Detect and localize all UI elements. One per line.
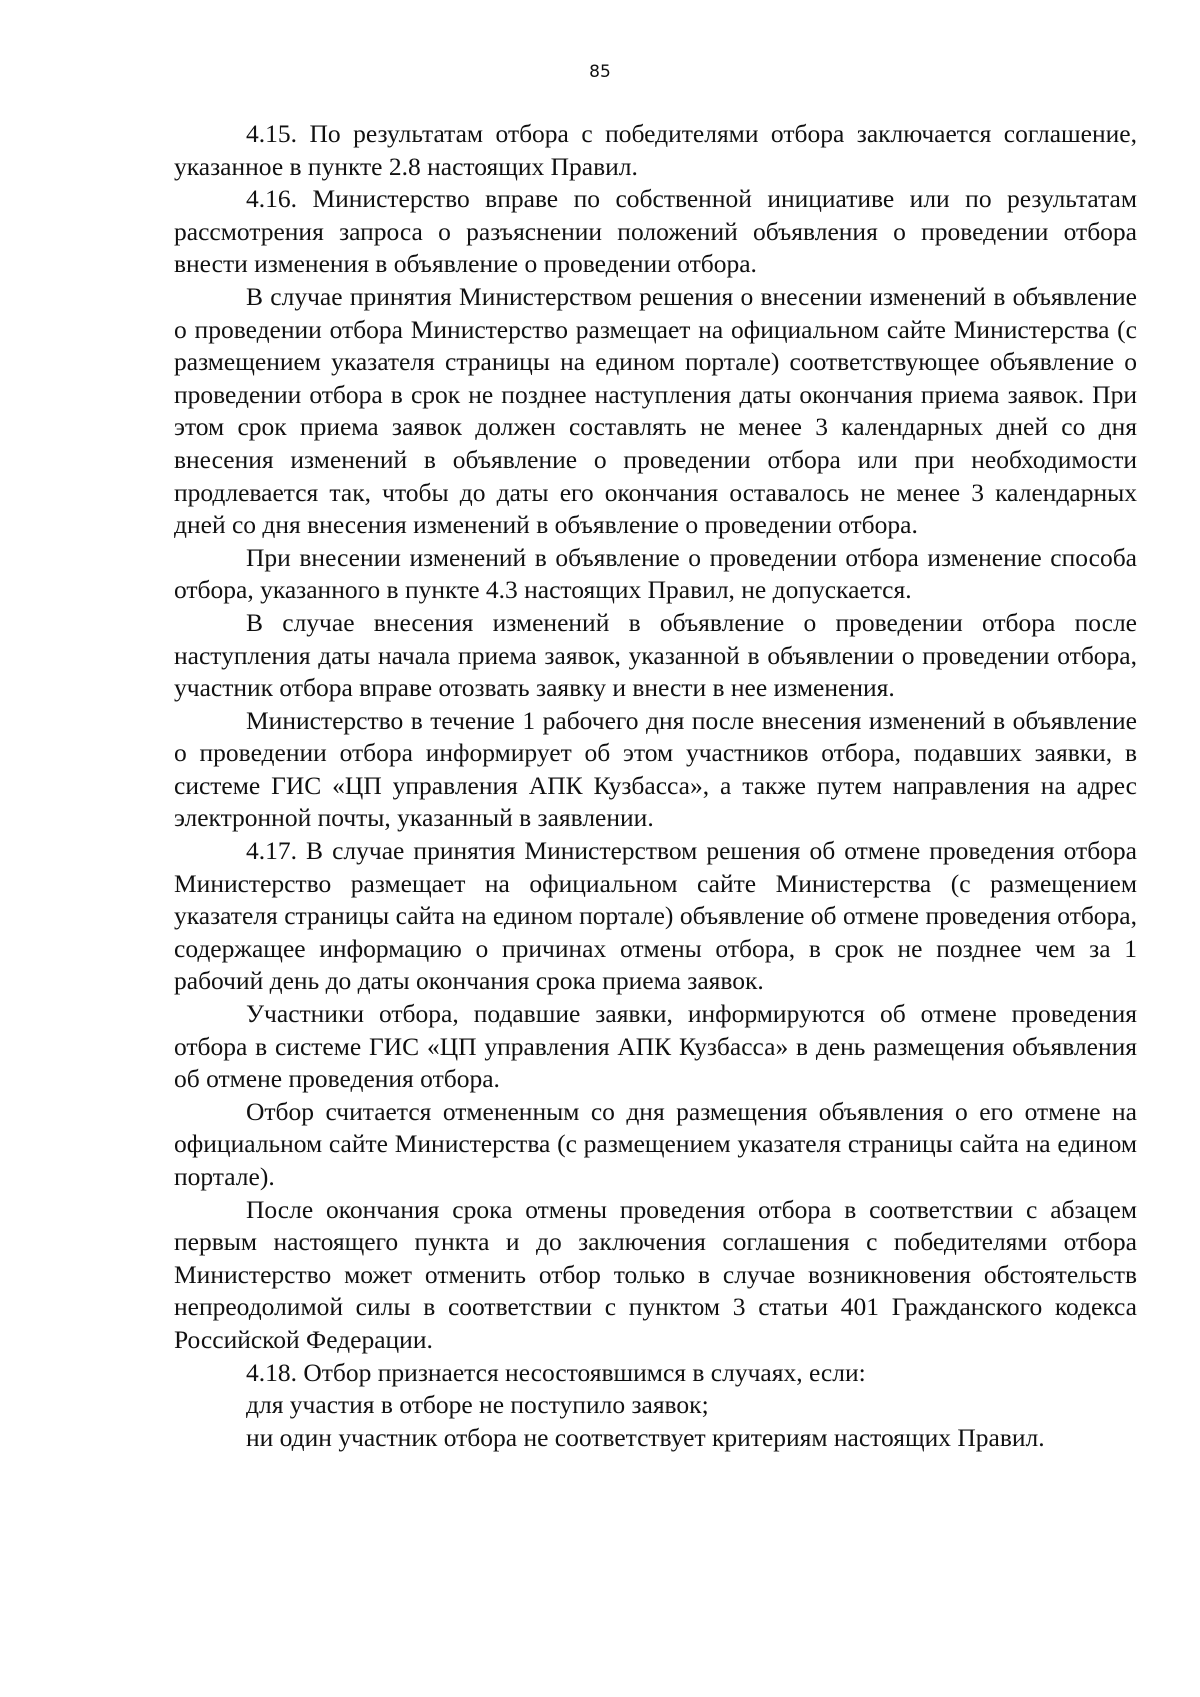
paragraph-4-16: 4.16. Министерство вправе по собственной инициативе или по результатам рассмотрения запроса о разъяснении положений объявления о проведении отбора внести изменения в объявление о проведении отбора. — [174, 184, 1137, 279]
page-number: 85 — [589, 62, 611, 82]
paragraph-cancellation-effective: Отбор считается отмененным со дня размещения объявления о его отмене на официальном сайте Министерства (с размещением указателя страницы сайта на едином портале). — [174, 1096, 1137, 1191]
paragraph-no-applications: для участия в отборе не поступило заявок; — [246, 1390, 709, 1420]
document-body — [174, 118, 1137, 1454]
paragraph-4-15: 4.15. По результатам отбора с победителями отбора заключается соглашение, указанное в пункте 2.8 настоящих Правил. — [174, 119, 1137, 181]
paragraph-notify-participants: Министерство в течение 1 рабочего дня после внесения изменений в объявление о проведении отбора информирует об этом участников отбора, подавших заявки, в системе ГИС «ЦП управления АПК Кузбасса», а также путем направления на адрес электронной почты, указанный в заявлении. — [174, 705, 1137, 833]
paragraph-withdraw-application: В случае внесения изменений в объявление о проведении отбора после наступления даты начала приема заявок, указанной в объявлении о проведении отбора, участник отбора вправе отозвать заявку и внести в нее изменения. — [174, 607, 1137, 703]
paragraph-method-change: При внесении изменений в объявление о проведении отбора изменение способа отбора, указанного в пункте 4.3 настоящих Правил, не допускается. — [174, 542, 1137, 605]
paragraph-cancellation-notice: Участники отбора, подавшие заявки, информируются об отмене проведения отбора в системе ГИС «ЦП управления АПК Кузбасса» в день размещения объявления об отмене проведения отбора. — [174, 999, 1137, 1094]
paragraph-no-compliant-participant: ни один участник отбора не соответствует критериям настоящих Правил. — [246, 1422, 1045, 1452]
paragraph-4-17: 4.17. В случае принятия Министерством решения об отмене проведения отбора Министерство размещает на официальном сайте Министерства (с размещением указателя страницы сайта на едином портале) объявление об отмене проведения отбора, содержащее информацию о причинах отмены отбора, в срок не позднее чем за 1 рабочий день до даты окончания срока приема заявок. — [174, 836, 1137, 996]
paragraph-amendment-decision: В случае принятия Министерством решения о внесении изменений в объявление о проведении отбора Министерство размещает на официальном сайте Министерства (с размещением указателя страницы на едином портале) соответствующее объявление о проведении отбора в срок не позднее наступления даты окончания приема заявок. При этом срок приема заявок должен составлять не менее 3 календарных дней со дня внесения изменений в объявление о проведении отбора или при необходимости продлевается так, чтобы до даты его окончания оставалось не менее 3 календарных дней со дня внесения изменений в объявление о проведении отбора. — [174, 281, 1137, 540]
paragraph-4-18: 4.18. Отбор признается несостоявшимся в случаях, если: — [246, 1357, 866, 1387]
paragraph-force-majeure: После окончания срока отмены проведения отбора в соответствии с абзацем первым настоящего пункта и до заключения соглашения с победителями отбора Министерство может отменить отбор только в случае возникновения обстоятельств непреодолимой силы в соответствии с пунктом 3 статьи 401 Гражданского кодекса Российской Федерации. — [174, 1194, 1137, 1354]
